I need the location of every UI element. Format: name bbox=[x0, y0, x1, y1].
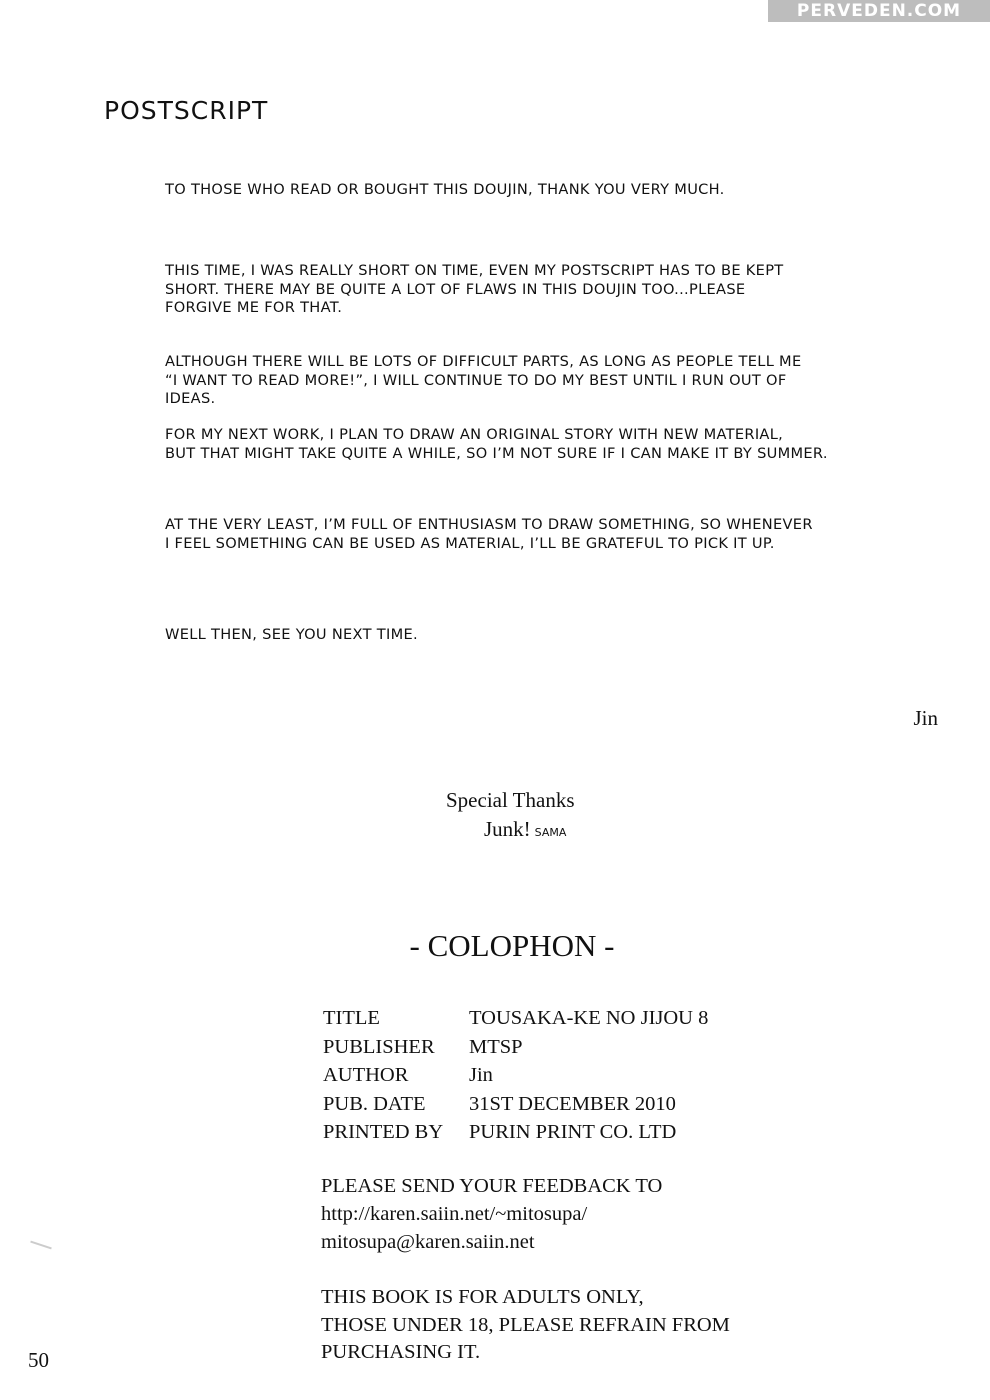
adults-only-notice bbox=[321, 1284, 730, 1367]
colophon-value: Jin bbox=[469, 1064, 493, 1086]
feedback-label: PLEASE SEND YOUR FEEDBACK TO bbox=[321, 1175, 663, 1197]
scan-smudge bbox=[30, 1241, 52, 1250]
colophon-row-printed-by bbox=[323, 1118, 708, 1147]
colophon-value: TOUSAKA-KE NO JIJOU 8 bbox=[469, 1007, 709, 1029]
colophon-value: MTSP bbox=[469, 1035, 523, 1058]
feedback-url: http://karen.saiin.net/~mitosupa/ bbox=[321, 1203, 588, 1225]
colophon-table bbox=[323, 1004, 708, 1147]
adults-notice-line: THIS BOOK IS FOR ADULTS ONLY, bbox=[321, 1286, 644, 1308]
postscript-paragraph-enthusiasm: AT THE VERY LEAST, I’M FULL OF ENTHUSIASM TO DRAW SOMETHING, SO WHENEVER I FEEL SOMETHING CAN BE USED AS MATERIAL, I’LL BE GRATEFUL TO PICK IT UP. bbox=[165, 516, 813, 552]
site-watermark: PERVEDEN.COM bbox=[768, 0, 990, 22]
colophon-title: - COLOPHON - bbox=[409, 928, 615, 963]
colophon-row-title bbox=[323, 1004, 708, 1033]
postscript-title: POSTSCRIPT bbox=[104, 96, 269, 125]
postscript-paragraph-farewell: WELL THEN, SEE YOU NEXT TIME. bbox=[165, 626, 418, 643]
feedback-email: mitosupa@karen.saiin.net bbox=[321, 1231, 535, 1253]
postscript-paragraph-next-work: FOR MY NEXT WORK, I PLAN TO DRAW AN ORIGINAL STORY WITH NEW MATERIAL, BUT THAT MIGHT TAKE QUITE A WHILE, SO I’M NOT SURE IF I CAN MAKE IT BY SUMMER. bbox=[165, 426, 828, 462]
postscript-paragraph-thanks: TO THOSE WHO READ OR BOUGHT THIS DOUJIN, THANK YOU VERY MUCH. bbox=[165, 181, 725, 198]
colophon-key: PUBLISHER bbox=[323, 1035, 435, 1058]
colophon-row-author bbox=[323, 1061, 708, 1090]
colophon-value: PURIN PRINT CO. LTD bbox=[469, 1121, 677, 1143]
colophon-value: 31ST DECEMBER 2010 bbox=[469, 1092, 676, 1115]
postscript-paragraph-short-time: THIS TIME, I WAS REALLY SHORT ON TIME, EVEN MY POSTSCRIPT HAS TO BE KEPT SHORT. THERE MAY BE QUITE A LOT OF FLAWS IN THIS DOUJIN TOO...PLEASE FORGIVE ME FOR THAT. bbox=[165, 262, 784, 316]
special-thanks-name bbox=[484, 817, 566, 842]
colophon-key: AUTHOR bbox=[323, 1064, 409, 1086]
author-signature: Jin bbox=[913, 706, 938, 730]
colophon-row-pub-date bbox=[323, 1090, 708, 1119]
feedback-block bbox=[321, 1172, 662, 1256]
colophon-key: TITLE bbox=[323, 1007, 380, 1029]
special-thanks-label: Special Thanks bbox=[446, 788, 575, 812]
thanks-name-text: Junk! bbox=[484, 817, 531, 841]
postscript-paragraph-difficult-parts: ALTHOUGH THERE WILL BE LOTS OF DIFFICULT PARTS, AS LONG AS PEOPLE TELL ME “I WANT TO READ MORE!”, I WILL CONTINUE TO DO MY BEST UNTIL I RUN OUT OF IDEAS. bbox=[165, 353, 802, 407]
colophon-key: PRINTED BY bbox=[323, 1121, 444, 1143]
thanks-name-suffix: SAMA bbox=[534, 826, 567, 839]
adults-notice-line: PURCHASING IT. bbox=[321, 1341, 481, 1363]
colophon-key: PUB. DATE bbox=[323, 1092, 426, 1115]
colophon-row-publisher bbox=[323, 1033, 708, 1062]
page-number: 50 bbox=[28, 1348, 49, 1372]
adults-notice-line: THOSE UNDER 18, PLEASE REFRAIN FROM bbox=[321, 1313, 730, 1336]
